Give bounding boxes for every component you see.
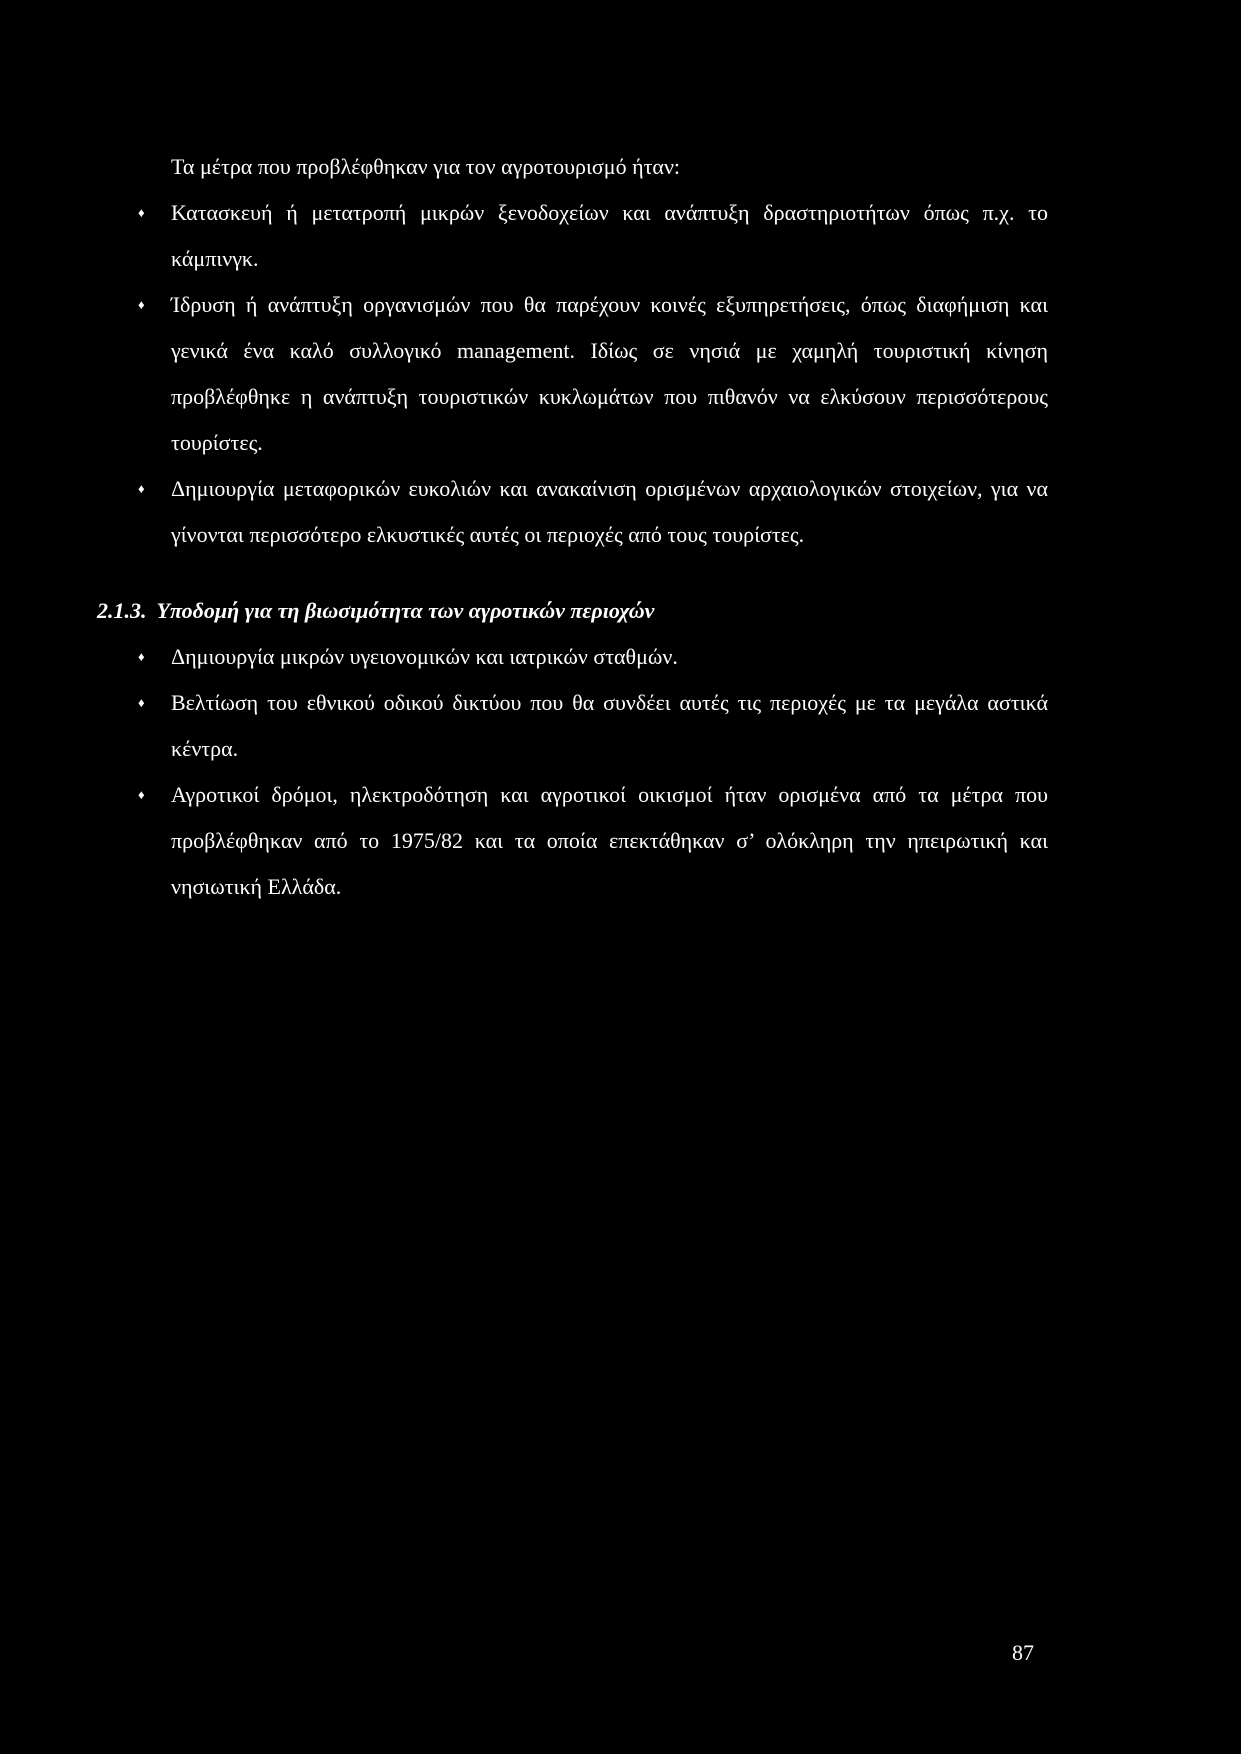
document-body <box>97 144 1048 910</box>
page-number: 87 <box>1012 1640 1034 1665</box>
intro-paragraph: Τα μέτρα που προβλέφθηκαν για τον αγροτουρισμό ήταν: <box>171 154 681 179</box>
section-heading <box>97 588 1048 634</box>
list-item: ♦ Αγροτικοί δρόμοι, ηλεκτροδότηση και αγροτικοί οικισμοί ήταν ορισμένα από τα μέτρα που προβλέφθηκαν από το 1975/82 και τα οποία επεκτάθηκαν σ’ ολόκληρη την ηπειρωτική και νησιωτική Ελλάδα. <box>171 772 1048 910</box>
section-number: 2.1.3. <box>97 598 147 623</box>
infrastructure-list <box>171 634 1048 910</box>
list-item: ♦ Κατασκευή ή μετατροπή μικρών ξενοδοχείων και ανάπτυξη δραστηριοτήτων όπως π.χ. το κάμπινγκ. <box>171 190 1048 282</box>
list-item: ♦ Βελτίωση του εθνικού οδικού δικτύου που θα συνδέει αυτές τις περιοχές με τα μεγάλα αστικά κέντρα. <box>171 680 1048 772</box>
list-item: ♦ Δημιουργία μεταφορικών ευκολιών και ανακαίνιση ορισμένων αρχαιολογικών στοιχείων, για να γίνονται περισσότερο ελκυστικές αυτές οι περιοχές από τους τουρίστες. <box>171 466 1048 558</box>
list-item: ♦ Ίδρυση ή ανάπτυξη οργανισμών που θα παρέχουν κοινές εξυπηρετήσεις, όπως διαφήμιση και γενικά ένα καλό συλλογικό management. Ιδίως σε νησιά με χαμηλή τουριστική κίνηση προβλέφθηκε η ανάπτυξη τουριστικών κυκλωμάτων που πιθανόν να ελκύσουν περισσότερους τουρίστες. <box>171 282 1048 466</box>
section-title: Υποδομή για τη βιωσιμότητα των αγροτικών περιοχών <box>156 598 655 623</box>
agrotourism-measures-list <box>171 190 1048 558</box>
list-item: ♦ Δημιουργία μικρών υγειονομικών και ιατρικών σταθμών. <box>171 634 1048 680</box>
